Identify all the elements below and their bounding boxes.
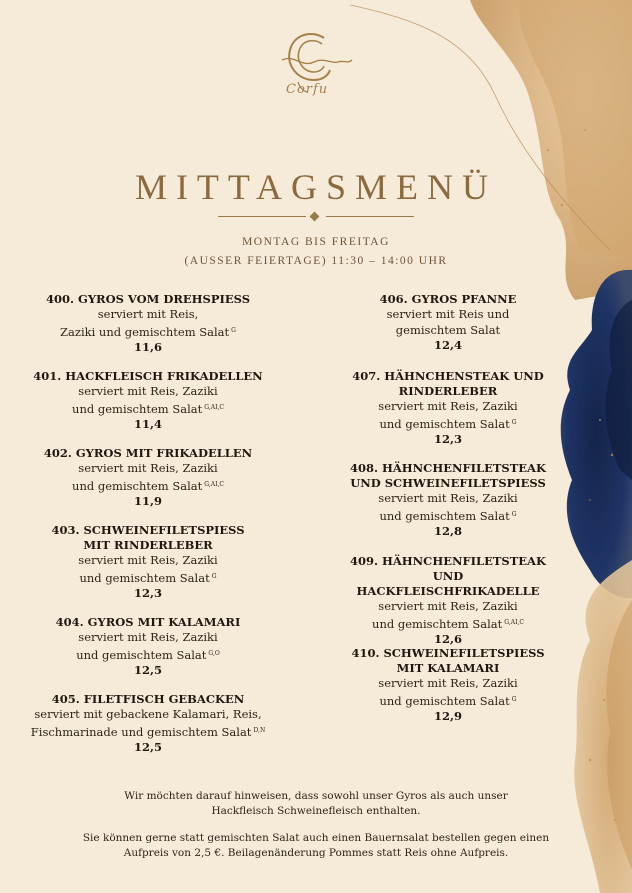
allergen-codes: G [511, 418, 517, 426]
dish-description: serviert mit Reis, Zaziki [378, 599, 518, 613]
dish-price: 12,3 [133, 586, 162, 600]
diamond-divider-icon [218, 212, 414, 222]
dish-name: 410. SCHWEINEFILETSPIESS [351, 646, 545, 660]
dish-name: 406. GYROS PFANNE [379, 292, 517, 306]
allergen-codes: G,AI,C [204, 403, 224, 411]
dish-description: serviert mit gebackene Kalamari, Reis, [34, 707, 262, 721]
menu-item [28, 446, 268, 509]
dish-price: 12,5 [133, 663, 162, 677]
dish-name: 404. GYROS MIT KALAMARI [55, 615, 241, 629]
menu-item [28, 523, 268, 601]
dish-description: serviert mit Reis, Zaziki [378, 491, 518, 505]
dish-description: gemischtem Salat [395, 322, 501, 337]
dish-name-line2: UND SCHWEINEFILETSPIESS [350, 476, 546, 490]
menu-item [28, 692, 268, 755]
dish-price: 12,4 [433, 338, 462, 352]
dish-price: 11,6 [133, 340, 162, 354]
dish-description: Fischmarinade und gemischtem Salat $^{D,N}$ [30, 724, 266, 739]
brand-logo-text: Corfu [286, 82, 329, 97]
dish-name-line2: MIT RINDERLEBER [83, 538, 213, 552]
dish-name: 409. HÄHNCHENFILETSTEAK UND [350, 554, 546, 583]
dish-price: 12,8 [433, 524, 462, 538]
dish-price: 12,5 [133, 740, 162, 754]
menu-item [28, 292, 268, 355]
page-title: MITTAGSMENÜ [134, 167, 498, 207]
allergen-codes: G,AI,C [204, 480, 224, 488]
pork-notice: Wir möchten darauf hinweisen, dass sowohl unser Gyros als auch unser Hackfleisch Schweinefleisch enthalten. [124, 790, 508, 817]
dish-name: 400. GYROS VOM DREHSPIESS [45, 292, 250, 306]
dish-name-line2: RINDERLEBER [398, 384, 498, 398]
dish-price: 11,9 [133, 494, 162, 508]
dish-description: serviert mit Reis, Zaziki [78, 384, 218, 398]
allergen-codes: G,O [208, 649, 220, 657]
menu-item [336, 369, 560, 447]
menu-item [28, 615, 268, 678]
dish-description: serviert mit Reis, Zaziki [378, 676, 518, 690]
dish-description: serviert mit Reis, [97, 307, 199, 321]
dish-description: und gemischtem Salat $^{G,O}$ [76, 647, 220, 662]
dish-description: serviert mit Reis, Zaziki [378, 399, 518, 413]
dish-price: 12,3 [433, 432, 462, 446]
dish-name: 401. HACKFLEISCH FRIKADELLEN [33, 369, 263, 383]
dish-description: und gemischtem Salat $^G$ [379, 693, 517, 708]
menu-item [336, 554, 560, 647]
service-days: MONTAG BIS FREITAG [242, 236, 390, 248]
dish-description: Zaziki und gemischtem Salat $^G$ [60, 324, 236, 339]
dish-description: serviert mit Reis und [386, 307, 510, 321]
dish-description: und gemischtem Salat $^{G,AI,C}$ [72, 478, 224, 493]
dish-name: 408. HÄHNCHENFILETSTEAK [350, 461, 546, 475]
allergen-codes: G,AI,C [504, 618, 524, 626]
dish-name: 405. FILETFISCH GEBACKEN [51, 692, 245, 706]
service-hours: (AUSSER FEIERTAGE) 11:30 – 14:00 UHR [184, 255, 448, 267]
allergen-codes: G [231, 326, 236, 334]
dish-description: und gemischtem Salat $^G$ [379, 508, 517, 523]
dish-name-line2: HACKFLEISCHFRIKADELLE [356, 584, 540, 598]
allergen-codes: G [511, 695, 517, 703]
dish-description: serviert mit Reis, Zaziki [78, 553, 218, 567]
allergen-codes: G [211, 572, 217, 580]
menu-item [336, 646, 560, 724]
menu-item [336, 292, 560, 353]
menu-item [336, 461, 560, 539]
corfu-logo-icon [272, 24, 362, 114]
dish-description: und gemischtem Salat $^{G,AI,C}$ [372, 616, 524, 631]
dish-description: und gemischtem Salat $^G$ [379, 416, 517, 431]
dish-description: und gemischtem Salat $^G$ [79, 570, 217, 585]
dish-price: 12,9 [433, 709, 462, 723]
menu-item [28, 369, 268, 432]
dish-description: serviert mit Reis, Zaziki [78, 461, 218, 475]
dish-name: 407. HÄHNCHENSTEAK UND [352, 369, 544, 383]
dish-name-line2: MIT KALAMARI [396, 661, 500, 675]
side-dish-notice: Sie können gerne statt gemischten Salat auch einen Bauernsalat bestellen gegen einen Aufpreis von 2,5 €. Beilagenänderung Pommes statt Reis ohne Aufpreis. [82, 832, 550, 859]
dish-price: 11,4 [133, 417, 162, 431]
dish-name: 402. GYROS MIT FRIKADELLEN [43, 446, 253, 460]
dish-name: 403. SCHWEINEFILETSPIESS [51, 523, 245, 537]
allergen-codes: D,N [253, 726, 266, 734]
allergen-codes: G [511, 510, 517, 518]
dish-description: serviert mit Reis, Zaziki [78, 630, 218, 644]
dish-description: und gemischtem Salat $^{G,AI,C}$ [72, 401, 224, 416]
dish-price: 12,6 [433, 632, 462, 646]
